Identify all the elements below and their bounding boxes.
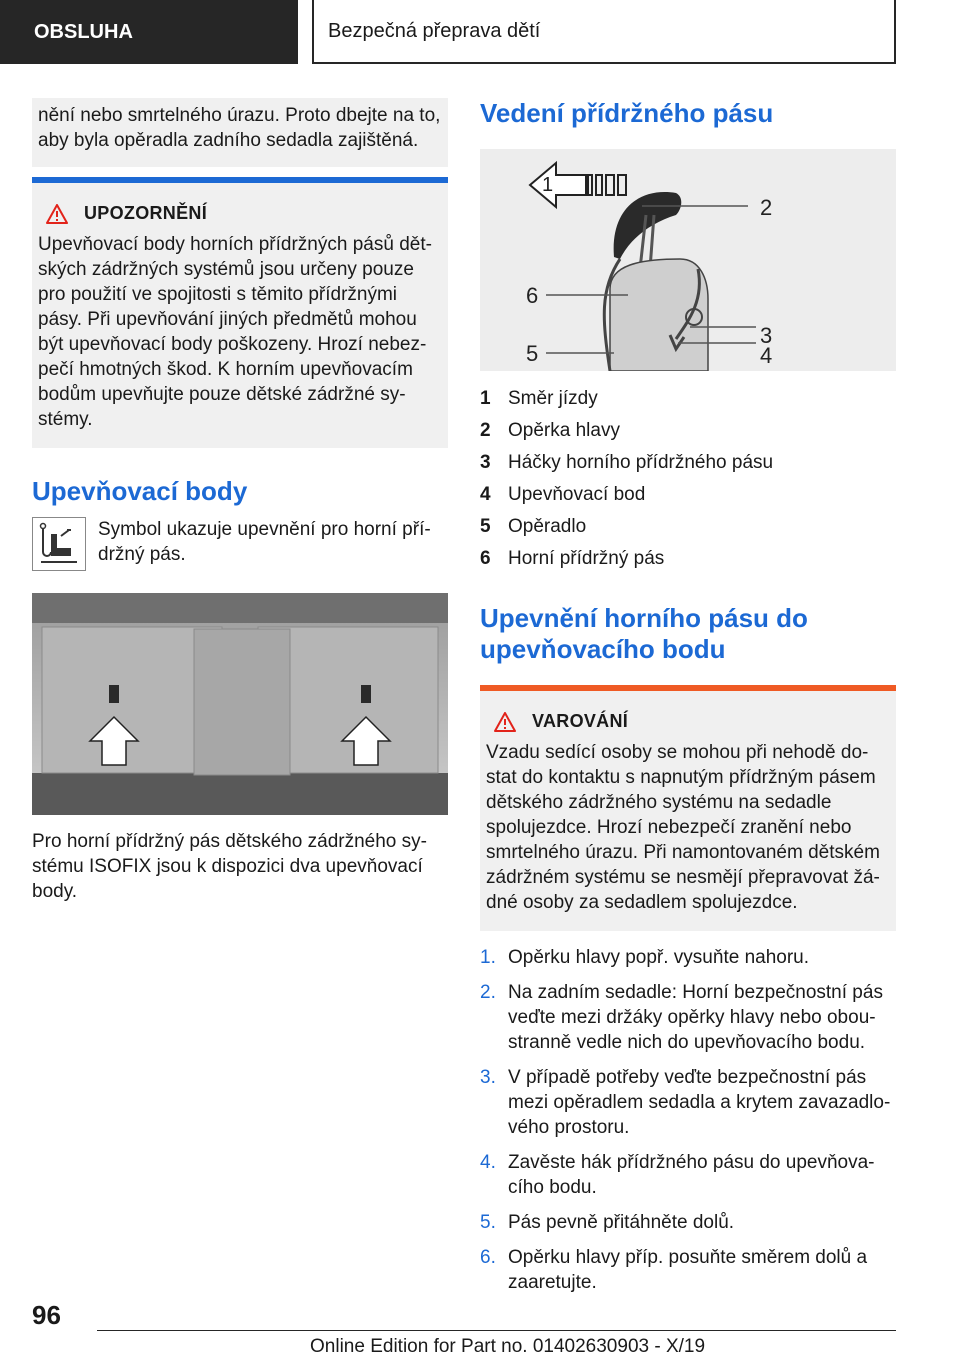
legend-item: 5 Opěradlo: [480, 516, 587, 537]
notice-title: UPOZORNĚNÍ: [84, 203, 208, 223]
step-item: 4. Zavěste hák přídržného pásu do upevňova- cího bodu.: [480, 1152, 875, 1198]
body-text: Pro horní přídržný pás dětského zádržného sy- stému ISOFIX jsou k dispozici dva upevňovací body.: [32, 831, 427, 902]
warning-triangle-icon: [494, 712, 516, 732]
notice-box: [32, 177, 448, 448]
figure-label-5: 5: [526, 341, 539, 366]
step-item: 3. V případě potřeby veďte bezpečnostní pás mezi opěradlem sedadla a krytem zavazadlo- vého prostoru.: [480, 1067, 891, 1138]
figure-label-4: 4: [760, 343, 773, 368]
right-column: [480, 98, 896, 1305]
section-tab: OBSLUHA: [0, 0, 298, 64]
notice-header: [46, 203, 442, 224]
warning-title: VAROVÁNÍ: [532, 711, 629, 731]
legend-item: 6 Horní přídržný pás: [480, 548, 665, 569]
continued-notice: [32, 98, 448, 167]
step-item: 1. Opěrku hlavy popř. vysuňte nahoru.: [480, 947, 810, 968]
page-number: 96: [32, 1300, 61, 1330]
belt-routing-heading: Vedení přídržného pásu: [480, 98, 774, 128]
figure-label-6: 6: [526, 283, 539, 308]
warning-text: Vzadu sedící osoby se mohou při nehodě do- stat do kontaktu s napnutým přídržným pásem dětského zádržného systému na sedadle spolujezdce. Hrozí nebezpečí zranění nebo smrtelného úrazu. Při namontovaném dětském zádržném systému se nesmějí přepravovat žá- dné osoby za sedadlem spolujezdce.: [486, 742, 880, 913]
figure-legend: [480, 383, 896, 575]
symbol-text: Symbol ukazuje upevnění pro horní pří- držný pás.: [98, 519, 431, 565]
legend-item: 4 Upevňovací bod: [480, 484, 646, 505]
isofix-top-tether-icon: [32, 517, 86, 571]
left-column: [32, 98, 448, 904]
legend-item: 1 Směr jízdy: [480, 388, 598, 409]
chapter-title: Bezpečná přeprava dětí: [312, 0, 896, 64]
edition-text: Online Edition for Part no. 01402630903 - X/19: [310, 1336, 706, 1357]
warning-header: [494, 711, 890, 732]
notice-text: Upevňovací body horních přídržných pásů dět- ských zádržných systémů jsou určeny pouze pro použití ve spojitosti s těmito přídržnými pásy. Při upevňování jiných předmětů mohou být upevňovací body poškozeny. Hrozí nebez- pečí hmotných škod. K horním upevňovacím bodům upevňujte pouze dětské zádržné sy- stémy.: [38, 234, 432, 430]
belt-routing-figure: [480, 149, 896, 371]
step-item: 5. Pás pevně přitáhněte dolů.: [480, 1212, 735, 1233]
footer-divider: [97, 1330, 896, 1331]
warning-box: [480, 685, 896, 931]
symbol-row: [32, 517, 448, 571]
attach-heading: Upevnění horního pásu do upevňovacího bodu: [480, 603, 808, 664]
warning-triangle-icon: [46, 204, 68, 224]
steps-list: [480, 945, 896, 1295]
trunk-anchor-photo: [32, 593, 448, 815]
figure-label-1: 1: [542, 174, 554, 196]
figure-label-3: 3: [760, 323, 773, 348]
step-item: 2. Na zadním sedadle: Horní bezpečnostní pás veďte mezi držáky opěrky hlavy nebo obou- stranně vedle nich do upevňovacího bodu.: [480, 982, 883, 1053]
legend-item: 3 Háčky horního přídržného pásu: [480, 452, 774, 473]
section-heading: Upevňovací body: [32, 476, 248, 506]
legend-item: 2 Opěrka hlavy: [480, 420, 620, 441]
continued-text: nění nebo smrtelného úrazu. Proto dbejte na to, aby byla opěradla zadního sedadla zajištěná.: [38, 105, 441, 151]
step-item: 6. Opěrku hlavy příp. posuňte směrem dolů a zaaretujte.: [480, 1247, 868, 1293]
figure-label-2: 2: [760, 195, 773, 220]
